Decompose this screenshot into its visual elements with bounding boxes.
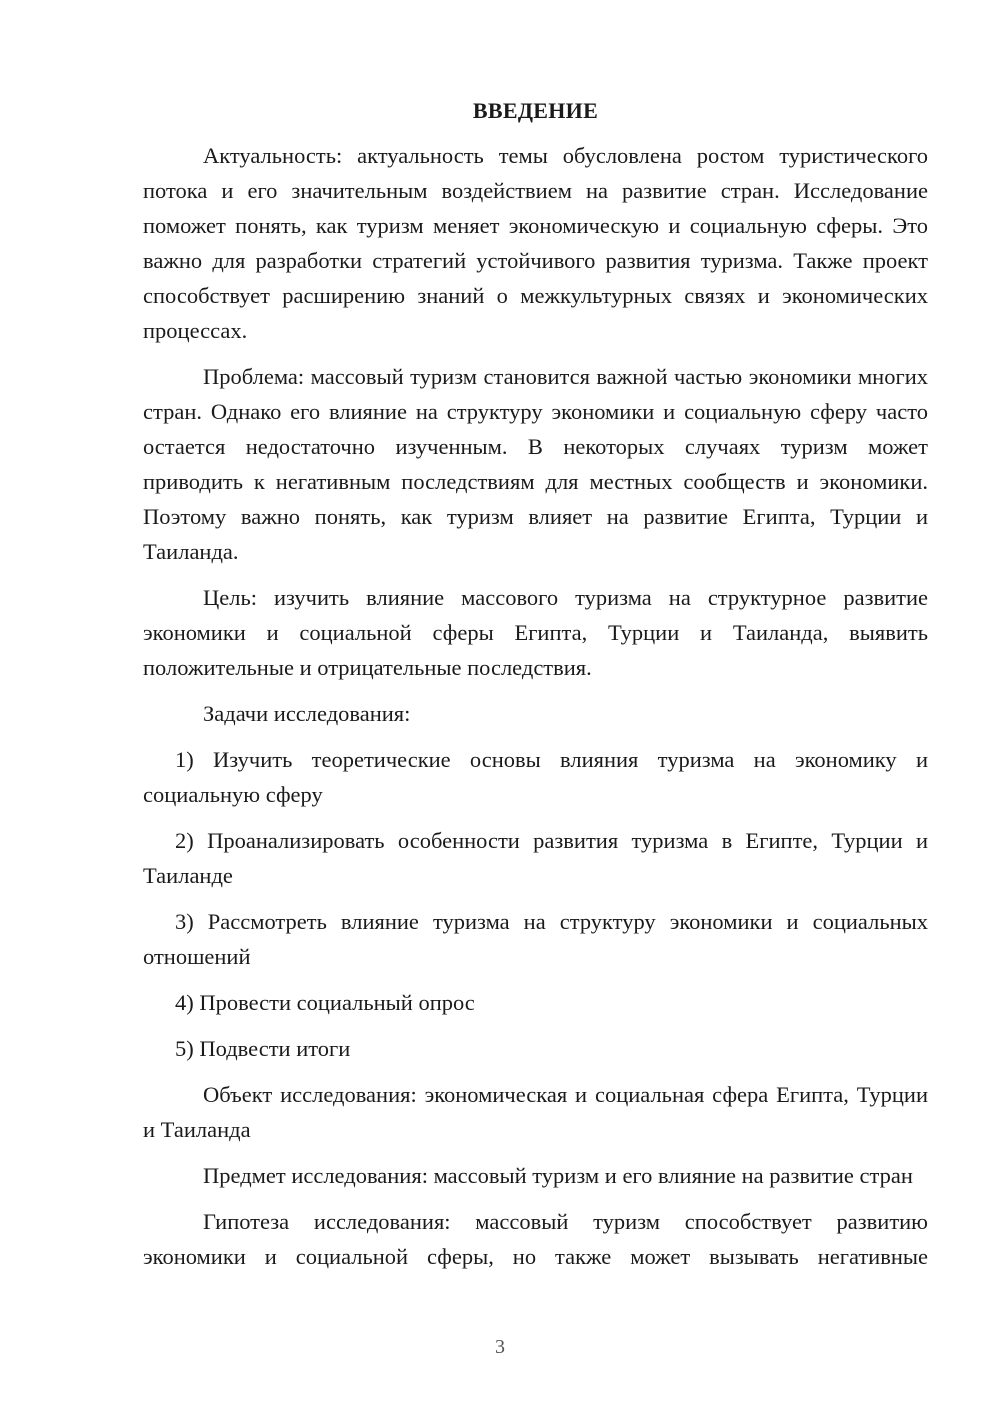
paragraph-object: Объект исследования: экономическая и социальная сфера Египта, Турции и Таиланда — [143, 1082, 928, 1142]
paragraph-tasks-heading: Задачи исследования: — [203, 701, 411, 726]
paragraph-relevance: Актуальность: актуальность темы обусловлена ростом туристического потока и его значительным воздействием на развитие стран. Исследование поможет понять, как туризм меняет экономическую и социальную сферы. Это важно для разработки стратегий устойчивого развития туризма. Также проект способствует расширению знаний о межкультурных связях и экономических процессах. — [143, 143, 928, 343]
task-item-4: 4) Провести социальный опрос — [175, 990, 475, 1015]
paragraph-hypothesis: Гипотеза исследования: массовый туризм способствует развитию экономики и социальной сферы, но также может вызывать негативные — [143, 1209, 928, 1269]
task-item-5: 5) Подвести итоги — [175, 1036, 351, 1061]
task-item-3: 3) Рассмотреть влияние туризма на структуру экономики и социальных отношений — [143, 909, 928, 969]
section-title: ВВЕДЕНИЕ — [472, 98, 599, 123]
paragraph-goal: Цель: изучить влияние массового туризма на структурное развитие экономики и социальной сферы Египта, Турции и Таиланда, выявить положительные и отрицательные последствия. — [143, 585, 928, 680]
page-number: 3 — [495, 1336, 505, 1358]
paragraph-problem: Проблема: массовый туризм становится важной частью экономики многих стран. Однако его влияние на структуру экономики и социальную сферу часто остается недостаточно изученным. В некоторых случаях туризм может приводить к негативным последствиям для местных сообществ и экономики. Поэтому важно понять, как туризм влияет на развитие Египта, Турции и Таиланда. — [143, 364, 928, 564]
task-item-2: 2) Проанализировать особенности развития туризма в Египте, Турции и Таиланде — [143, 828, 928, 888]
task-item-1: 1) Изучить теоретические основы влияния туризма на экономику и социальную сферу — [143, 747, 928, 807]
paragraph-subject: Предмет исследования: массовый туризм и его влияние на развитие стран — [203, 1163, 913, 1188]
document-page — [143, 96, 928, 1274]
